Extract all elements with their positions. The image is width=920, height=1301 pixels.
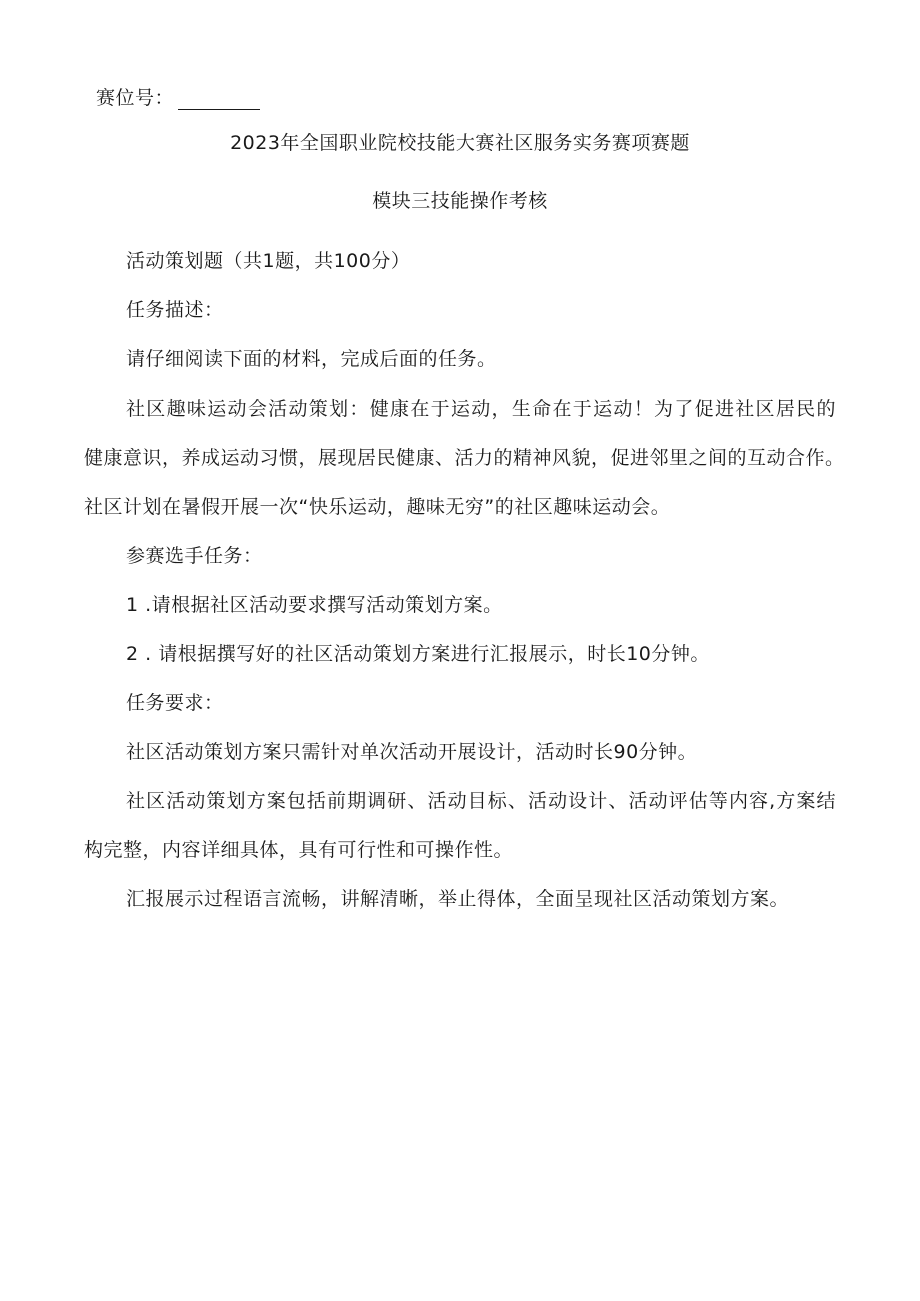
seat-number-field [96,86,260,110]
contestant-tasks-heading: 参赛选手任务： [126,545,263,567]
section-heading: 活动策划题（共1题，共100分） [126,250,411,272]
module-subtitle: 模块三技能操作考核 [372,190,548,212]
material-paragraph-line-2: 健康意识，养成运动习惯，展现居民健康、活力的精神风貌，促进邻里之间的互动合作。 [84,447,845,469]
material-paragraph-line-1: 社区趣味运动会活动策划：健康在于运动，生命在于运动！为了促进社区居民的 [126,398,836,420]
requirement-2-line-2: 构完整，内容详细具体，具有可行性和可操作性。 [84,839,514,861]
requirement-3: 汇报展示过程语言流畅，讲解清晰，举止得体，全面呈现社区活动策划方案。 [126,888,790,910]
requirement-2-line-1: 社区活动策划方案包括前期调研、活动目标、活动设计、活动评估等内容,方案结 [126,790,836,812]
document-title: 2023年全国职业院校技能大赛社区服务实务赛项赛题 [230,132,690,154]
task-item-1: 1 .请根据社区活动要求撰写活动策划方案。 [126,594,503,616]
instruction-text: 请仔细阅读下面的材料，完成后面的任务。 [126,348,497,370]
seat-number-blank [178,91,260,110]
seat-number-label: 赛位号： [96,87,175,109]
requirements-heading: 任务要求： [126,692,224,714]
material-paragraph-line-3: 社区计划在暑假开展一次“快乐运动，趣味无穷”的社区趣味运动会。 [84,496,671,518]
task-item-2: 2 . 请根据撰写好的社区活动策划方案进行汇报展示，时长10分钟。 [126,643,710,665]
requirement-1: 社区活动策划方案只需针对单次活动开展设计，活动时长90分钟。 [126,741,698,763]
task-description-heading: 任务描述： [126,299,224,321]
